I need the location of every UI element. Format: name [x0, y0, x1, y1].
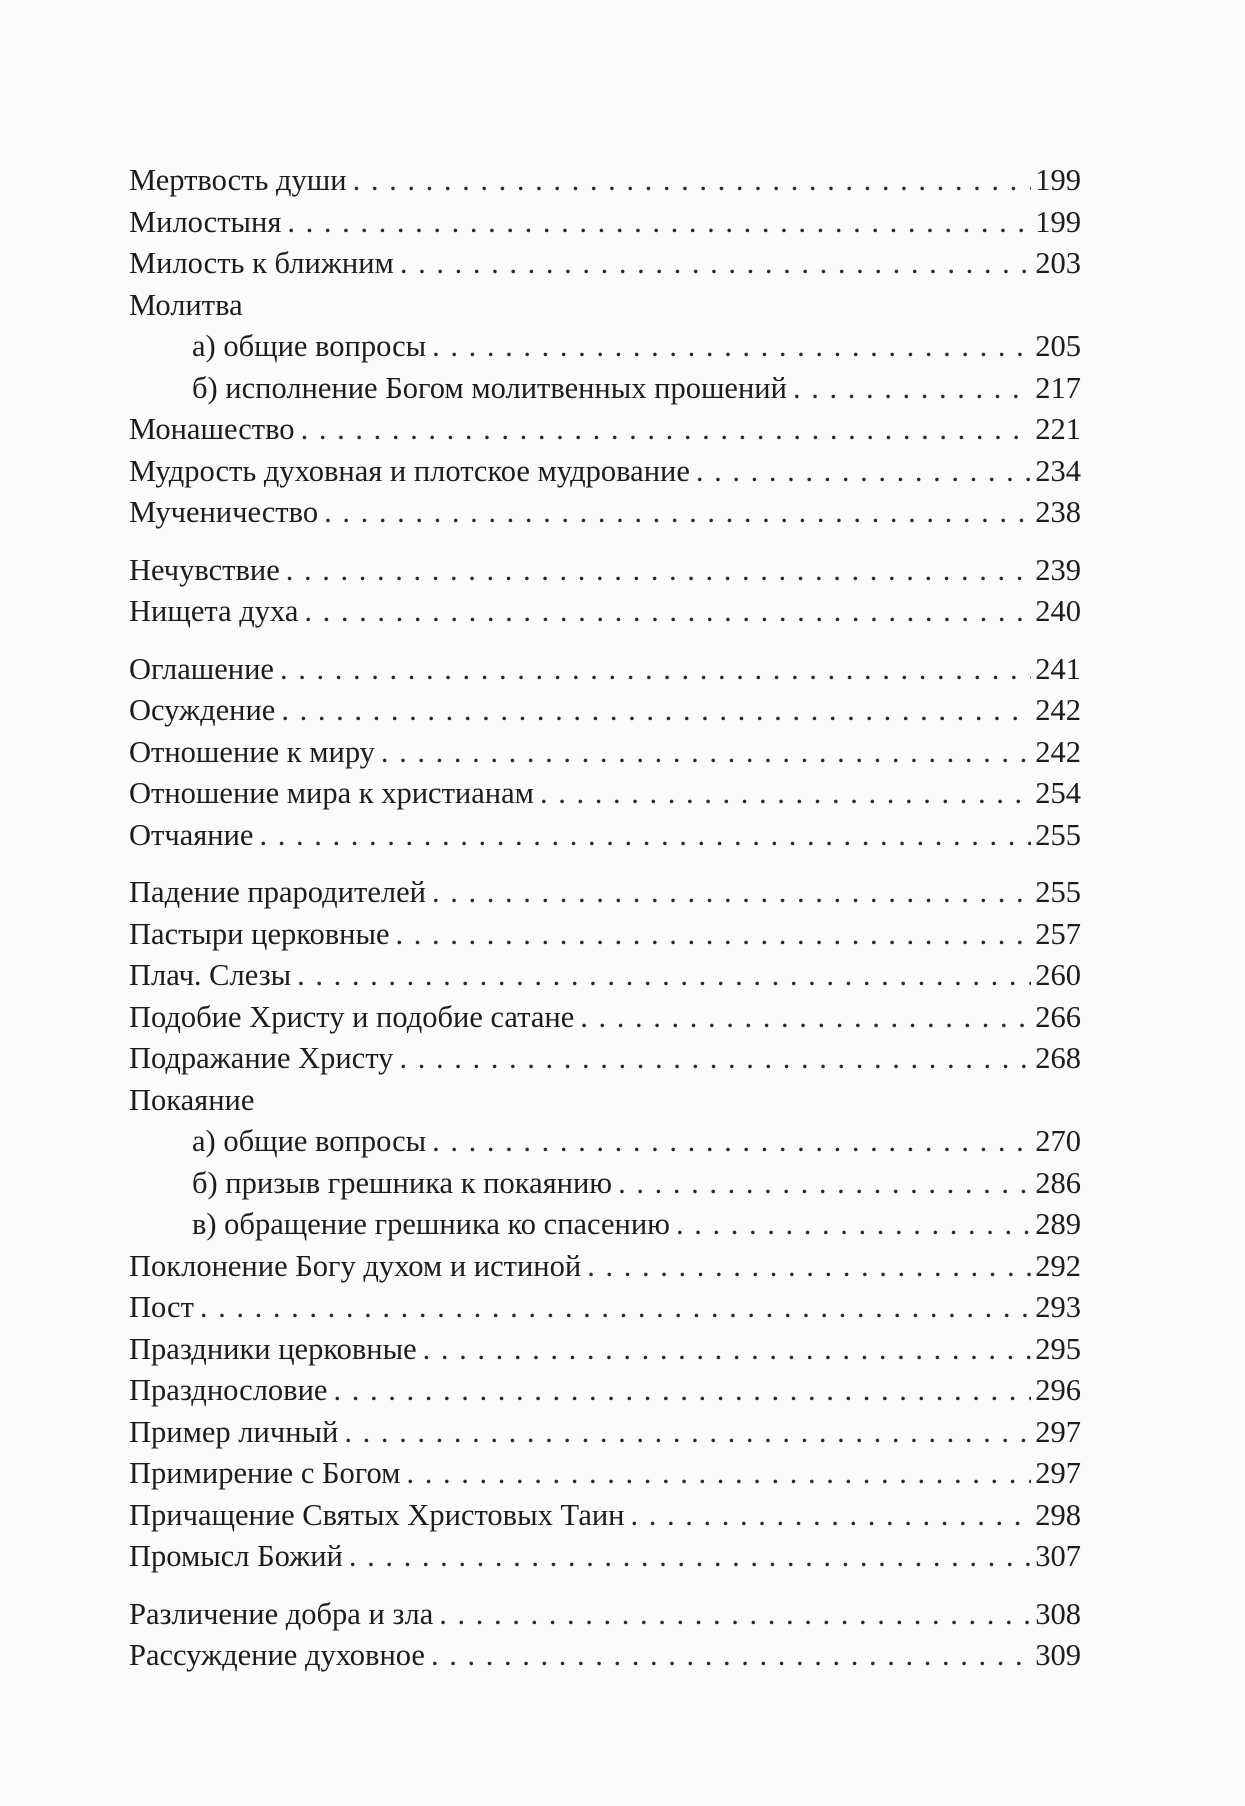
toc-entry-title: Праздники церковные — [129, 1331, 417, 1366]
toc-entry — [129, 1453, 1081, 1495]
toc-entry — [129, 1329, 1081, 1371]
toc-entry — [129, 649, 1081, 691]
toc-entry-title: в) обращение грешника ко спасению — [192, 1207, 670, 1241]
toc-leader-dots — [618, 1163, 1031, 1205]
toc-leader-dots — [297, 955, 1031, 997]
toc-leader-dots — [324, 492, 1031, 534]
toc-leader-dots — [333, 1370, 1031, 1412]
toc-leader-dots — [793, 368, 1031, 410]
toc-entry — [129, 1412, 1081, 1454]
toc-entry-page: 238 — [1035, 495, 1081, 529]
toc-subentry — [129, 326, 1081, 368]
toc-entry-page: 205 — [1035, 329, 1081, 363]
toc-entry-page: 307 — [1035, 1539, 1081, 1573]
toc-leader-dots — [431, 1635, 1031, 1677]
toc-leader-dots — [259, 815, 1031, 857]
toc-entry-title: Падение прародителей — [129, 875, 426, 909]
toc-entry-page: 257 — [1035, 916, 1081, 951]
toc-leader-dots — [587, 1246, 1031, 1288]
toc-entry-page: 308 — [1035, 1596, 1081, 1631]
toc-leader-dots — [400, 243, 1031, 285]
toc-entry-page: 242 — [1035, 734, 1081, 769]
toc-leader-dots — [304, 591, 1031, 633]
toc-entry-title: Подражание Христу — [129, 1041, 394, 1075]
toc-leader-dots — [381, 732, 1031, 774]
toc-leader-dots — [432, 872, 1031, 914]
toc-leader-dots — [286, 550, 1032, 592]
toc-entry-page: 240 — [1035, 594, 1081, 628]
toc-entry-title: б) призыв грешника к покаянию — [192, 1165, 613, 1200]
toc-leader-dots — [439, 1594, 1031, 1636]
toc-entry-page: 292 — [1035, 1248, 1081, 1283]
toc-subentry — [129, 1121, 1081, 1163]
toc-entry-title: Мертвость души — [129, 163, 347, 197]
toc-entry-title: Оглашение — [129, 651, 274, 686]
toc-leader-dots — [432, 1121, 1031, 1163]
toc-entry-title: Молитва — [129, 287, 243, 322]
toc-entry-page: 254 — [1035, 776, 1081, 810]
toc-entry-title: Плач. Слезы — [129, 958, 292, 992]
toc-entry-page: 266 — [1035, 999, 1081, 1034]
toc-leader-dots — [344, 1412, 1031, 1454]
toc-subentry — [129, 1204, 1081, 1246]
toc-leader-dots — [423, 1329, 1032, 1371]
toc-section-header — [129, 1080, 1081, 1122]
table-of-contents — [129, 160, 1081, 1677]
toc-entry — [129, 955, 1081, 997]
toc-entry — [129, 1038, 1081, 1080]
toc-entry — [129, 160, 1081, 202]
toc-entry — [129, 1594, 1081, 1636]
toc-entry — [129, 773, 1081, 815]
toc-entry-title: Милость к ближним — [129, 246, 394, 280]
toc-entry-title: а) общие вопросы — [192, 1124, 427, 1158]
toc-entry — [129, 451, 1081, 493]
toc-entry-page: 260 — [1035, 958, 1081, 992]
toc-leader-dots — [406, 1453, 1031, 1495]
toc-leader-dots — [580, 997, 1031, 1039]
toc-entry-title: Примирение с Богом — [129, 1456, 401, 1490]
toc-entry-page: 217 — [1035, 370, 1081, 405]
toc-entry — [129, 1536, 1081, 1578]
toc-entry — [129, 1287, 1081, 1329]
toc-section-header — [129, 285, 1081, 327]
toc-subentry — [129, 368, 1081, 410]
toc-entry-title: Осуждение — [129, 693, 276, 727]
toc-leader-dots — [696, 451, 1031, 493]
toc-entry-page: 293 — [1035, 1290, 1081, 1324]
toc-entry-title: Отчаяние — [129, 817, 254, 852]
toc-entry-page: 241 — [1035, 651, 1081, 686]
toc-entry-title: Различение добра и зла — [129, 1596, 434, 1631]
toc-entry-title: Мудрость духовная и плотское мудрование — [129, 453, 690, 488]
toc-entry-page: 268 — [1035, 1041, 1081, 1075]
toc-leader-dots — [399, 1038, 1031, 1080]
toc-entry — [129, 872, 1081, 914]
toc-entry-title: Причащение Святых Христовых Таин — [129, 1497, 625, 1532]
toc-entry-page: 199 — [1035, 163, 1081, 197]
toc-entry-title: б) исполнение Богом молитвенных прошений — [192, 370, 787, 405]
toc-entry-page: 298 — [1035, 1497, 1081, 1532]
toc-leader-dots — [396, 914, 1032, 956]
toc-entry — [129, 409, 1081, 451]
toc-entry-title: Монашество — [129, 412, 295, 446]
toc-entry-page: 242 — [1035, 693, 1081, 727]
toc-entry-title: Пост — [129, 1290, 194, 1324]
toc-entry-page: 296 — [1035, 1373, 1081, 1407]
toc-leader-dots — [631, 1495, 1032, 1537]
toc-entry — [129, 1495, 1081, 1537]
toc-leader-dots — [287, 202, 1031, 244]
toc-entry-page: 239 — [1035, 552, 1081, 587]
toc-entry — [129, 550, 1081, 592]
toc-entry — [129, 492, 1081, 534]
toc-entry — [129, 202, 1081, 244]
toc-entry-page: 286 — [1035, 1165, 1081, 1200]
toc-entry-page: 295 — [1035, 1331, 1081, 1366]
toc-entry-page: 203 — [1035, 246, 1081, 280]
toc-leader-dots — [301, 409, 1032, 451]
toc-entry-page: 309 — [1035, 1638, 1081, 1672]
toc-entry-page: 255 — [1035, 875, 1081, 909]
toc-entry-title: Отношение мира к христианам — [129, 776, 534, 810]
toc-leader-dots — [281, 690, 1031, 732]
toc-entry — [129, 815, 1081, 857]
toc-entry-title: Пример личный — [129, 1414, 339, 1449]
toc-entry — [129, 914, 1081, 956]
toc-leader-dots — [676, 1204, 1031, 1246]
toc-entry-title: Нечувствие — [129, 552, 280, 587]
toc-entry-title: Нищета духа — [129, 594, 299, 628]
toc-entry — [129, 1246, 1081, 1288]
toc-entry-title: Покаяние — [129, 1082, 255, 1117]
toc-leader-dots — [540, 773, 1031, 815]
toc-entry-title: Промысл Божий — [129, 1539, 343, 1573]
toc-leader-dots — [349, 1536, 1031, 1578]
toc-entry — [129, 1635, 1081, 1677]
toc-entry-page: 297 — [1035, 1456, 1081, 1490]
toc-entry — [129, 591, 1081, 633]
toc-leader-dots — [353, 160, 1032, 202]
toc-entry-page: 297 — [1035, 1414, 1081, 1449]
toc-entry-title: а) общие вопросы — [192, 329, 427, 363]
toc-entry — [129, 732, 1081, 774]
toc-entry-title: Мученичество — [129, 495, 319, 529]
toc-leader-dots — [200, 1287, 1031, 1329]
toc-entry-page: 221 — [1035, 412, 1081, 446]
toc-entry-title: Рассуждение духовное — [129, 1638, 425, 1672]
toc-entry — [129, 243, 1081, 285]
toc-entry — [129, 1370, 1081, 1412]
toc-entry — [129, 997, 1081, 1039]
toc-entry-title: Милостыня — [129, 204, 282, 239]
toc-subentry — [129, 1163, 1081, 1205]
toc-entry-title: Поклонение Богу духом и истиной — [129, 1248, 582, 1283]
toc-entry-page: 270 — [1035, 1124, 1081, 1158]
toc-entry — [129, 690, 1081, 732]
toc-entry-page: 234 — [1035, 453, 1081, 488]
toc-entry-page: 199 — [1035, 204, 1081, 239]
toc-leader-dots — [280, 649, 1031, 691]
toc-entry-title: Празднословие — [129, 1373, 328, 1407]
toc-entry-title: Отношение к миру — [129, 734, 375, 769]
toc-entry-page: 255 — [1035, 817, 1081, 852]
toc-entry-title: Подобие Христу и подобие сатане — [129, 999, 575, 1034]
toc-leader-dots — [432, 326, 1031, 368]
toc-entry-title: Пастыри церковные — [129, 916, 390, 951]
toc-entry-page: 289 — [1035, 1207, 1081, 1241]
